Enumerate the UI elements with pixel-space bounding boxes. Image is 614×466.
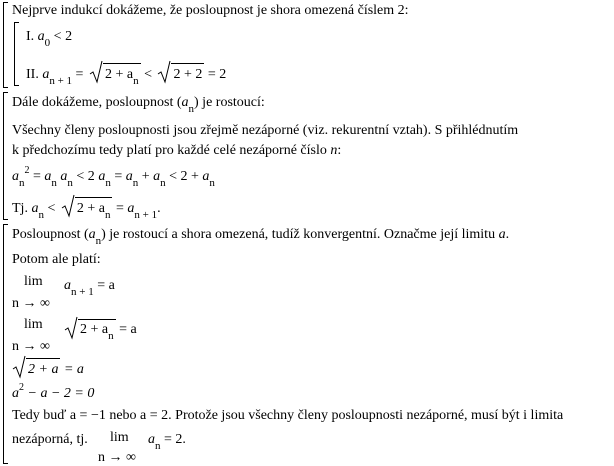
- monotonic-paragraph-1: Všechny členy posloupnosti jsou zřejmě nezáporné (viz. rekurentní vztah). S přihlédnutím: [12, 123, 519, 138]
- monotonic-paragraph-2: k předchozímu tedy platí pro každé celé nezáporné číslo n:: [12, 143, 342, 158]
- limit-paragraph-4: nezáporná, tj.: [12, 432, 88, 447]
- radical-sign-icon: [157, 60, 171, 84]
- boundedness-intro: Nejprve indukcí dokážeme, že posloupnost je shora omezená číslem 2:: [12, 3, 409, 18]
- limit-an-plus-1: lim n → ∞ $a_{n + 1} = a$: [12, 274, 115, 311]
- limit-final: lim n → ∞ $a_n = 2$.: [98, 430, 186, 465]
- limit-paragraph-3: Tedy buď a = −1 nebo a = 2. Protože jsou všechny členy posloupnosti nezáporné, musí být i limita: [12, 408, 564, 423]
- sqrt-2-plus-a: 2 + a: [12, 358, 60, 379]
- sqrt-2-plus-2: 2 + 2: [157, 63, 204, 84]
- sqrt-2-plus-an: $2 + a_n$: [64, 319, 116, 338]
- radical-sign-icon: [64, 316, 78, 340]
- limit-quadratic: $a^2 - a - 2 = 0$: [12, 382, 95, 401]
- induction-step-1: I. $a_0 < 2$: [26, 29, 73, 49]
- induction-step-2: II. $a_{n + 1}$ = $2 + a_n$ < 2 + 2 = 2: [26, 63, 226, 84]
- limit-sqrt: lim n → ∞ $2 + a_n = a$: [12, 317, 137, 354]
- radical-sign-icon: [61, 194, 75, 218]
- limit-paragraph-1: Posloupnost $(a_n)$ je rostoucí a shora omezená, tudíž konvergentní. Označme její limitu a.: [12, 227, 510, 247]
- section-limit: [3, 224, 4, 464]
- monotonic-intro: Dále dokážeme, posloupnost $(a_n)$ je rostoucí:: [12, 95, 265, 115]
- section-monotonic: [3, 92, 4, 220]
- sqrt-2-plus-an: $2 + a_n$: [89, 63, 141, 84]
- sqrt-2-plus-an: $2 + a_n$: [61, 197, 113, 218]
- induction-bracket: [14, 22, 15, 86]
- limit-paragraph-2: Potom ale platí:: [12, 252, 101, 267]
- radical-sign-icon: [89, 60, 103, 84]
- monotonic-conclusion: Tj. $a_n$ < $2 + a_n = a_{n + 1}$.: [12, 197, 161, 218]
- radical-sign-icon: [12, 355, 26, 379]
- monotonic-inequality: $a_n^2 = a_n$ $a_n < 2$ $a_n = a_n + a_n < 2 + a_n$: [12, 165, 215, 189]
- limit-equation-sqrt: 2 + a = a: [10, 358, 84, 379]
- section-boundedness: [3, 2, 4, 88]
